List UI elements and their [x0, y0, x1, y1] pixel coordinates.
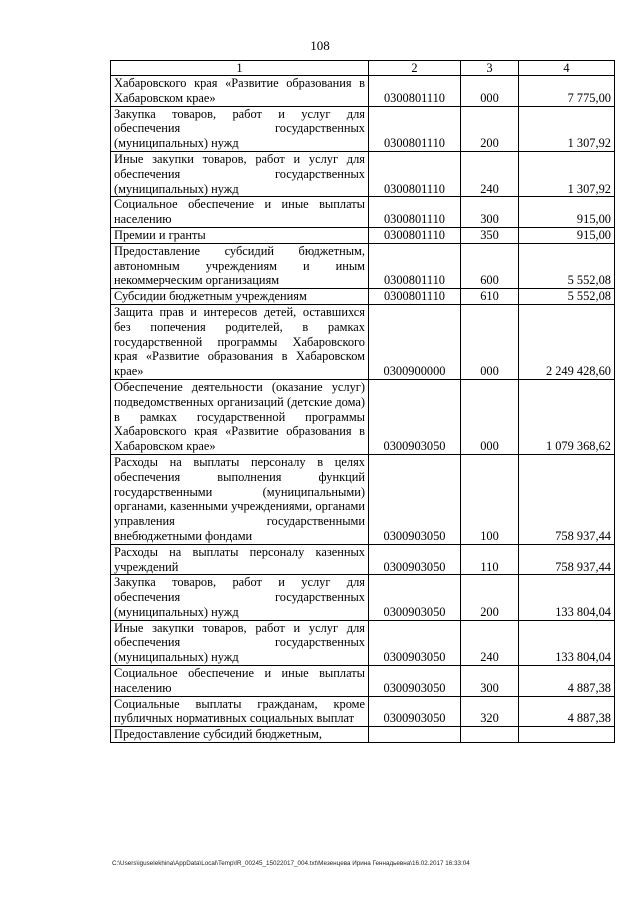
row-type-cell: 240: [461, 620, 519, 665]
row-code-cell: 0300801110: [369, 243, 461, 288]
row-name-cell: Социальное обеспечение и иные выплаты населению: [111, 666, 369, 697]
table-row: [111, 106, 615, 151]
row-amount-cell: 758 937,44: [519, 454, 615, 544]
file-path-footer: C:\Users\iguselekhina\AppData\Local\Temp\IR_00245_15022017_004.txt\Мезенцева Ирина Геннадьевна\16.02.2017 16:33:04: [112, 860, 470, 867]
row-amount-cell: 5 552,08: [519, 243, 615, 288]
row-type-cell: 110: [461, 544, 519, 575]
row-type-cell: 240: [461, 151, 519, 196]
row-amount-cell: 4 887,38: [519, 696, 615, 727]
row-amount-cell: 7 775,00: [519, 76, 615, 107]
table-row: [111, 666, 615, 697]
row-code-cell: 0300801110: [369, 151, 461, 196]
row-code-cell: 0300903050: [369, 696, 461, 727]
row-amount-cell: 915,00: [519, 227, 615, 243]
column-header-code: 2: [369, 61, 461, 76]
table-row: [111, 544, 615, 575]
row-code-cell: 0300801110: [369, 106, 461, 151]
table-row: [111, 227, 615, 243]
row-amount-cell: 915,00: [519, 197, 615, 228]
row-amount-cell: 758 937,44: [519, 544, 615, 575]
row-amount-cell: 133 804,04: [519, 620, 615, 665]
table-row: [111, 76, 615, 107]
row-code-cell: 0300903050: [369, 379, 461, 454]
row-code-cell: 0300903050: [369, 666, 461, 697]
row-amount-cell: 1 307,92: [519, 106, 615, 151]
table-row: [111, 696, 615, 727]
row-name-cell: Предоставление субсидий бюджетным,: [111, 727, 369, 743]
column-header-type: 3: [461, 61, 519, 76]
row-name-cell: Обеспечение деятельности (оказание услуг) подведомственных организаций (детские дома) в рамках государственной программы Хабаровского края «Развитие образования в Хабаровском крае»: [111, 379, 369, 454]
row-type-cell: 300: [461, 197, 519, 228]
table-row: [111, 575, 615, 620]
table-body: [111, 76, 615, 743]
row-code-cell: 0300903050: [369, 620, 461, 665]
row-name-cell: Премии и гранты: [111, 227, 369, 243]
table-row: [111, 620, 615, 665]
budget-table: [110, 60, 615, 743]
row-amount-cell: 1 307,92: [519, 151, 615, 196]
table-row: [111, 454, 615, 544]
row-code-cell: 0300903050: [369, 454, 461, 544]
table-row: [111, 243, 615, 288]
row-amount-cell: 4 887,38: [519, 666, 615, 697]
column-header-name: 1: [111, 61, 369, 76]
row-name-cell: Хабаровского края «Развитие образования в Хабаровском крае»: [111, 76, 369, 107]
table-row: [111, 289, 615, 305]
row-code-cell: 0300900000: [369, 304, 461, 379]
row-code-cell: [369, 727, 461, 743]
row-type-cell: 000: [461, 379, 519, 454]
row-name-cell: Иные закупки товаров, работ и услуг для обеспечения государственных (муниципальных) нужд: [111, 620, 369, 665]
row-name-cell: Защита прав и интересов детей, оставшихся без попечения родителей, в рамках государственной программы Хабаровского края «Развитие образования в Хабаровском крае»: [111, 304, 369, 379]
row-code-cell: 0300801110: [369, 197, 461, 228]
row-type-cell: 200: [461, 106, 519, 151]
row-type-cell: 600: [461, 243, 519, 288]
row-code-cell: 0300801110: [369, 289, 461, 305]
row-name-cell: Закупка товаров, работ и услуг для обеспечения государственных (муниципальных) нужд: [111, 575, 369, 620]
row-amount-cell: 2 249 428,60: [519, 304, 615, 379]
row-type-cell: 200: [461, 575, 519, 620]
page-number: 108: [310, 38, 330, 53]
table-row: [111, 197, 615, 228]
row-name-cell: Предоставление субсидий бюджетным, автономным учреждениям и иным некоммерческим организациям: [111, 243, 369, 288]
row-type-cell: 350: [461, 227, 519, 243]
row-code-cell: 0300801110: [369, 76, 461, 107]
table-row: [111, 379, 615, 454]
row-type-cell: 000: [461, 304, 519, 379]
row-name-cell: Социальное обеспечение и иные выплаты населению: [111, 197, 369, 228]
row-type-cell: 000: [461, 76, 519, 107]
row-type-cell: 300: [461, 666, 519, 697]
table-row: [111, 727, 615, 743]
row-name-cell: Расходы на выплаты персоналу в целях обеспечения выполнения функций государственными (муниципальными) органами, казенными учреждениями, органами управления государственными внебюджетными фондами: [111, 454, 369, 544]
column-header-amount: 4: [519, 61, 615, 76]
header-row: [111, 61, 615, 76]
row-name-cell: Закупка товаров, работ и услуг для обеспечения государственных (муниципальных) нужд: [111, 106, 369, 151]
row-type-cell: [461, 727, 519, 743]
row-name-cell: Расходы на выплаты персоналу казенных учреждений: [111, 544, 369, 575]
row-amount-cell: 1 079 368,62: [519, 379, 615, 454]
row-type-cell: 610: [461, 289, 519, 305]
row-type-cell: 320: [461, 696, 519, 727]
row-amount-cell: 133 804,04: [519, 575, 615, 620]
row-code-cell: 0300903050: [369, 544, 461, 575]
row-name-cell: Субсидии бюджетным учреждениям: [111, 289, 369, 305]
row-name-cell: Иные закупки товаров, работ и услуг для обеспечения государственных (муниципальных) нужд: [111, 151, 369, 196]
table-row: [111, 304, 615, 379]
row-code-cell: 0300903050: [369, 575, 461, 620]
row-amount-cell: 5 552,08: [519, 289, 615, 305]
row-code-cell: 0300801110: [369, 227, 461, 243]
table-row: [111, 151, 615, 196]
row-amount-cell: [519, 727, 615, 743]
table-header: [111, 61, 615, 76]
row-name-cell: Социальные выплаты гражданам, кроме публичных нормативных социальных выплат: [111, 696, 369, 727]
row-type-cell: 100: [461, 454, 519, 544]
